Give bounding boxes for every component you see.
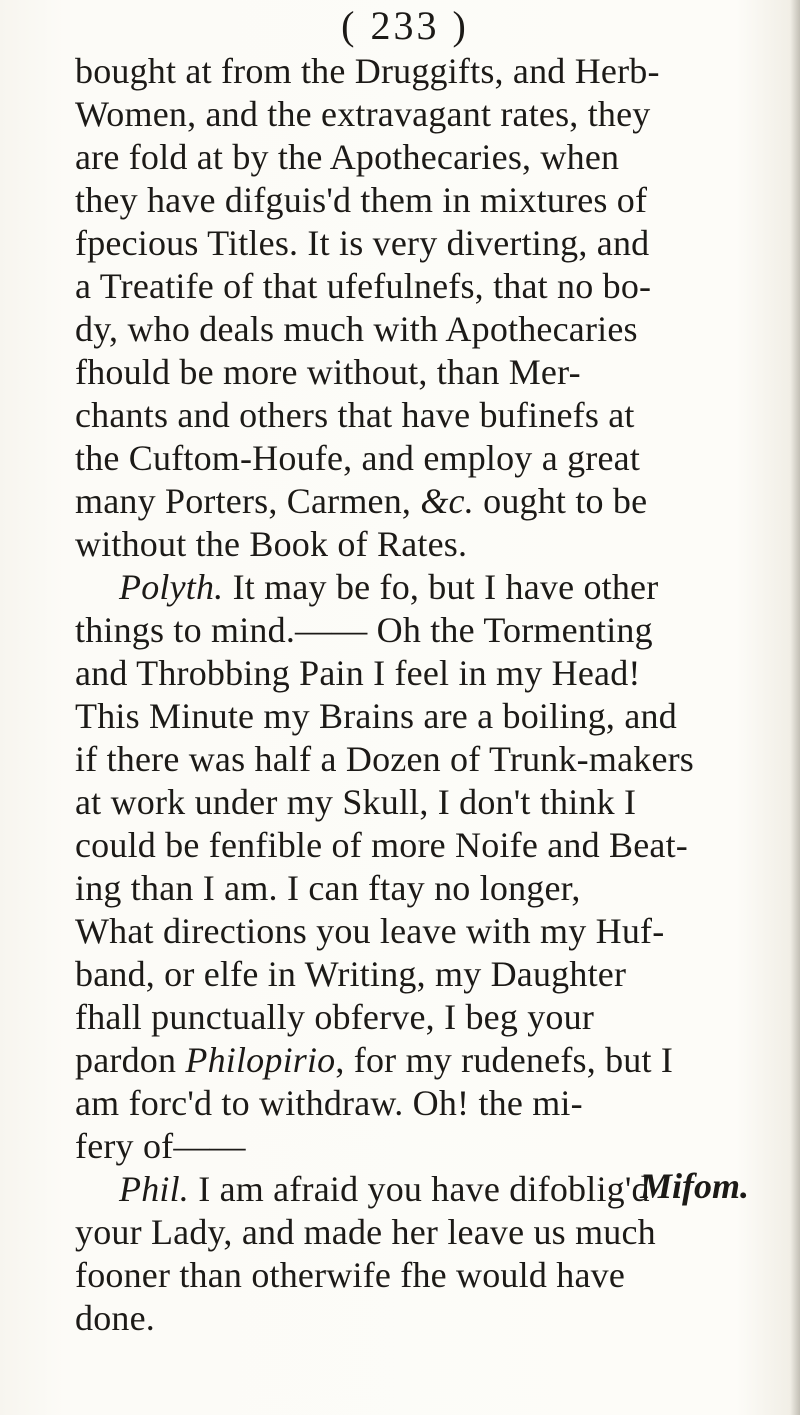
text-line: without the Book of Rates. [75,524,468,564]
text-line: bought at from the Druggifts, and Herb- [75,51,660,91]
text-line: am forc'd to withdraw. Oh! the mi- [75,1083,583,1123]
text-line: ing than I am. I can ftay no longer, [75,868,581,908]
text-line: fooner than otherwife fhe would have [75,1255,625,1295]
speech-line: Polyth. It may be fo, but I have other [119,567,659,607]
text-line: band, or elfe in Writing, my Daughter [75,954,627,994]
text-line: and Throbbing Pain I feel in my Head! [75,653,641,693]
text-line: Women, and the extravagant rates, they [75,94,651,134]
text-line: fhall punctually obferve, I beg your [75,997,595,1037]
text-line: pardon Philopirio, for my rudenefs, but I [75,1040,674,1080]
text-line: fery of—— [75,1126,246,1166]
text-line: at work under my Skull, I don't think I [75,782,637,822]
text-line: the Cuftom-Houfe, and employ a great [75,438,641,478]
text-line: dy, who deals much with Apothecaries [75,309,638,349]
text-line: they have difguis'd them in mixtures of [75,180,648,220]
text-line: What directions you leave with my Huf- [75,911,665,951]
text-line: a Treatife of that ufefulnefs, that no bo- [75,266,652,306]
text-line: many Porters, Carmen, &c. ought to be [75,481,648,521]
text-line: done. [75,1298,155,1338]
text-line: fpecious Titles. It is very diverting, and [75,223,650,263]
speech-line: Phil. I am afraid you have difoblig'd [119,1169,650,1209]
text-line: if there was half a Dozen of Trunk-makers [75,739,695,779]
text-line: are fold at by the Apothecaries, when [75,137,620,177]
text-line: This Minute my Brains are a boiling, and [75,696,677,736]
text-line: chants and others that have bufinefs at [75,395,635,435]
catchword: Mifom. [640,1166,750,1206]
text-line: things to mind.—— Oh the Tormenting [75,610,653,650]
page-number: ( 233 ) [341,3,469,48]
body-text [75,50,775,1340]
text-line: fhould be more without, than Mer- [75,352,581,392]
page-edge-shadow [790,0,800,1415]
text-line: could be fenfible of more Noife and Beat- [75,825,688,865]
text-line: your Lady, and made her leave us much [75,1212,656,1252]
